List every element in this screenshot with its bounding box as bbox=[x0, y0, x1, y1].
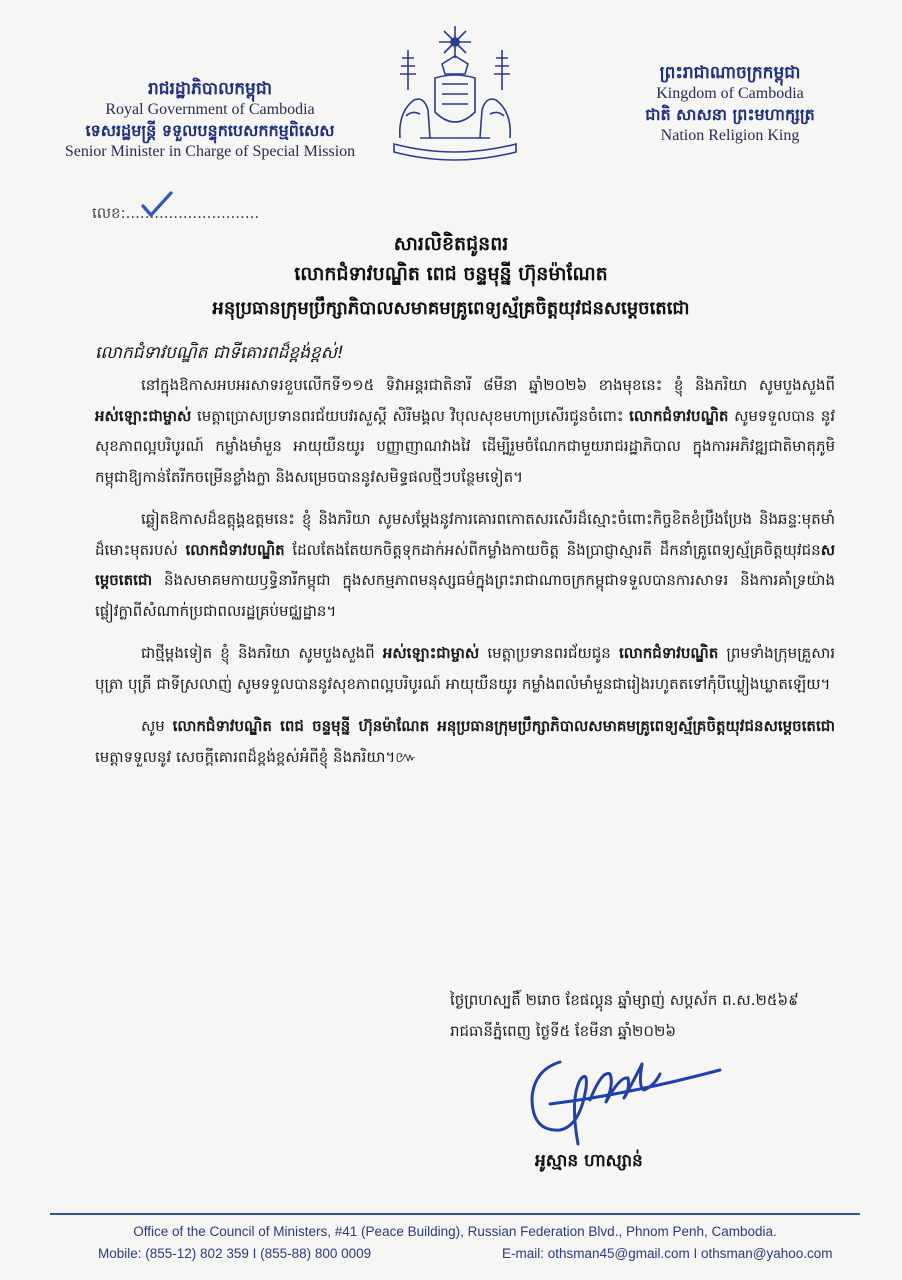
p4-text-b: មេត្តាទទួលនូវ សេចក្តីគោរពដ៏ខ្ពង់ខ្ពស់អំពីខ្ញុំ និងភរិយា។៚ bbox=[95, 747, 417, 766]
footer-address: Office of the Council of Ministers, #41 (Peace Building), Russian Federation Blvd., Phnom Penh, Cambodia. bbox=[133, 1224, 777, 1239]
signer-name: អូស្មាន ហាស្សាន់ bbox=[535, 1151, 643, 1171]
footer-divider bbox=[50, 1213, 860, 1215]
p3-text-c: ព្រមទាំងក្រុមគ្រួសារ បុត្រា បុត្រី ជាទីស្រលាញ់ សូមទទួលបាននូវសុខភាពល្អបរិបូរណ៍ អាយុយឺនយូរ កម្លាំងពលំមាំមួនជារៀងរហូតតទៅកុំបីឃ្លៀងឃ្លាតឡើយ។ bbox=[95, 644, 835, 693]
p1-text-b: មេត្តាប្រោសប្រទានពរជ័យបវរសួស្តី សិរីមង្គល វិបុលសុខមហាប្រសើរជូនចំពោះ bbox=[191, 406, 630, 425]
paragraph-3 bbox=[95, 638, 835, 699]
header-left-en-2: Senior Minister in Charge of Special Mission bbox=[64, 143, 356, 160]
header-right bbox=[600, 62, 860, 146]
solar-date: រាជធានីភ្នំពេញ ថ្ងៃទី៥ ខែមីនា ឆ្នាំ២០២៦ bbox=[450, 1022, 676, 1040]
letter-title: សារលិខិតជូនពរ bbox=[393, 233, 509, 255]
p2-bold-b: សម្តេចតេជោ bbox=[95, 540, 835, 589]
royal-emblem-icon bbox=[380, 20, 530, 170]
footer-emails: E-mail: othsman45@gmail.com I othsman@yahoo.com bbox=[502, 1246, 833, 1261]
letter-body bbox=[95, 370, 835, 772]
header-right-en-2: Nation Religion King bbox=[660, 127, 800, 144]
p2-bold-a: លោកជំទាវបណ្ឌិត bbox=[185, 540, 285, 559]
p2-text-a: ឆ្លៀតឱកាសដ៏ឧត្តុង្គឧត្តមនេះ ខ្ញុំ និងភរិយា សូមសម្តែងនូវការគោរពកោតសរសើរដ៏ស្មោះចំពោះកិច្ចខិតខំប្រឹងប្រែង និងឆន្ទៈមុតមាំដ៏មោះមុតរបស់ bbox=[95, 510, 835, 559]
lunar-date: ថ្ងៃព្រហស្បតិ៍ ២រោច ខែផល្គុន ឆ្នាំម្សាញ់ សប្តស័ក ព.ស.២៥៦៩ bbox=[450, 991, 799, 1009]
p1-bold-b: លោកជំទាវបណ្ឌិត bbox=[629, 406, 729, 425]
p3-bold-a: អស់ឡោះជាម្ចាស់ bbox=[382, 644, 480, 662]
dateline bbox=[450, 985, 870, 1047]
recipient-name: លោកជំទាវបណ្ឌិត ពេជ ចន្ទមុន្នី ហ៊ុនម៉ាណែត bbox=[294, 263, 608, 285]
p3-text-a: ជាថ្មីម្តងទៀត ខ្ញុំ និងភរិយា សូមបួងសួងពី bbox=[141, 644, 383, 662]
salutation: លោកជំទាវបណ្ឌិត ជាទីគោរពដ៏ខ្ពង់ខ្ពស់! bbox=[95, 343, 344, 363]
header-left-km-2: ទេសរដ្ឋមន្ត្រី ទទួលបន្ទុកបេសកកម្មពិសេស bbox=[85, 121, 335, 140]
p2-text-c: និងសមាគមកាយឫទ្ធិនារីកម្ពុជា ក្នុងសកម្មភាពមនុស្សធម៌ក្នុងព្រះរាជាណាចក្រកម្ពុជាទទួលបានការសាទរ និងការគាំទ្រយ៉ាងផ្លៀវក្លាពីសំណាក់ប្រជាពលរដ្ឋគ្រប់មជ្ឈដ្ឋាន។ bbox=[95, 571, 835, 620]
p2-text-b: ដែលតែងតែយកចិត្តទុកដាក់អស់ពីកម្លាំងកាយចិត្ត និងប្រាជ្ញាស្មារតី ដឹកនាំគ្រូពេទ្យស្ម័គ្រចិត្តយុវជន bbox=[284, 540, 821, 559]
header-right-km-1: ព្រះរាជាណាចក្រកម្ពុជា bbox=[659, 63, 801, 83]
header-left bbox=[60, 78, 360, 162]
footer-phones: Mobile: (855-12) 802 359 I (855-88) 800 0009 bbox=[98, 1246, 372, 1261]
p4-text-a: សូម bbox=[141, 717, 173, 735]
header-right-km-2: ជាតិ សាសនា ព្រះមហាក្សត្រ bbox=[645, 105, 815, 124]
paragraph-2 bbox=[95, 504, 835, 626]
p3-text-b: មេត្តាប្រទានពរជ័យជូន bbox=[479, 644, 619, 662]
header-left-km-1: រាជរដ្ឋាភិបាលកម្ពុជា bbox=[147, 79, 273, 99]
reference-number: លេខ:............................ bbox=[92, 204, 260, 222]
p4-bold-a: លោកជំទាវបណ្ឌិត ពេជ ចន្ទមុន្នី ហ៊ុនម៉ាណែត អនុប្រធានក្រុមប្រឹក្សាភិបាលសមាគមគ្រូពេទ្យស្ម័គ្រចិត្តយុវជនសម្តេចតេជោ bbox=[172, 717, 835, 735]
paragraph-4 bbox=[95, 711, 835, 772]
signature-icon bbox=[520, 1040, 730, 1150]
p3-bold-b: លោកជំទាវបណ្ឌិត bbox=[618, 644, 719, 662]
checkmark-icon bbox=[140, 190, 174, 220]
p1-text-c: សូមទទួលបាន នូវសុខភាពល្អបរិបូរណ៍ កម្លាំងមាំមួន អាយុយឺនយូរ បញ្ញាញាណវាងវៃ ដើម្បីរួមចំណែកជាមួយរាជរដ្ឋាភិបាល ក្នុងការអភិវឌ្ឍជាតិមាតុភូមិកម្ពុជាឱ្យកាន់តែរីកចម្រើនខ្លាំងក្លា និងសម្រេចបាននូវសមិទ្ធផលថ្មីៗបន្ថែមទៀត។ bbox=[95, 406, 835, 486]
p1-text-a: នៅក្នុងឱកាសអបអរសាទរខួបលើកទី១១៥ ទិវាអន្តរជាតិនារី ៨មីនា ឆ្នាំ២០២៦ ខាងមុខនេះ ខ្ញុំ និងភរិយា សូមបួងសួងពី bbox=[141, 376, 835, 394]
p1-bold-a: អស់ឡោះជាម្ចាស់ bbox=[95, 406, 192, 425]
recipient-position: អនុប្រធានក្រុមប្រឹក្សាភិបាលសមាគមគ្រូពេទ្យស្ម័គ្រចិត្តយុវជនសម្តេចតេជោ bbox=[212, 298, 690, 319]
paragraph-1 bbox=[95, 370, 835, 492]
header-left-en-1: Royal Government of Cambodia bbox=[105, 101, 315, 118]
header-right-en-1: Kingdom of Cambodia bbox=[656, 85, 804, 102]
